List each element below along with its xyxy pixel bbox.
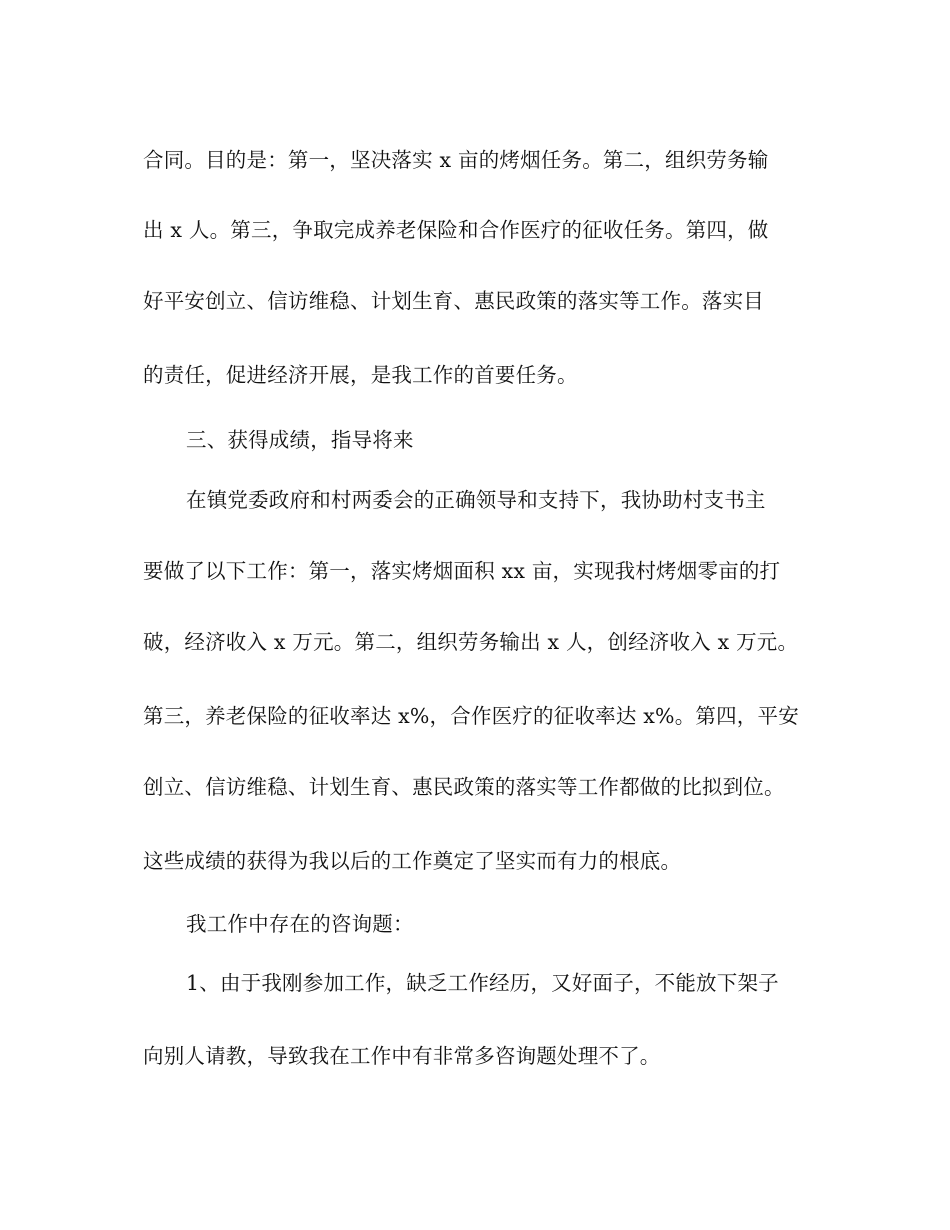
paragraph-line: 这些成绩的获得为我以后的工作奠定了坚实而有力的根底。 <box>143 849 682 873</box>
paragraph-line: 我工作中存在的咨询题： <box>186 912 414 936</box>
paragraph-line: 的责任，促进经济开展，是我工作的首要任务。 <box>143 363 578 387</box>
paragraph-line: 创立、信访维稳、计划生育、惠民政策的落实等工作都做的比拟到位。 <box>143 775 785 799</box>
paragraph-line: 第三，养老保险的征收率达 x%，合作医疗的征收率达 x%。第四，平安 <box>143 704 799 728</box>
paragraph-line: 破，经济收入 x 万元。第二，组织劳务输出 x 人，创经济收入 x 万元。 <box>143 630 799 654</box>
paragraph-line: 好平安创立、信访维稳、计划生育、惠民政策的落实等工作。落实目 <box>143 289 764 313</box>
section-heading: 三、获得成绩，指导将来 <box>186 428 414 452</box>
paragraph-line: 要做了以下工作：第一，落实烤烟面积 xx 亩，实现我村烤烟零亩的打 <box>143 559 781 583</box>
paragraph-line: 合同。目的是：第一，坚决落实 x 亩的烤烟任务。第二，组织劳务输 <box>143 148 769 172</box>
paragraph-line: 在镇党委政府和村两委会的正确领导和支持下，我协助村支书主 <box>186 488 766 512</box>
paragraph-line: 1、由于我刚参加工作，缺乏工作经历，又好面子，不能放下架子 <box>186 971 779 995</box>
paragraph-line: 出 x 人。第三，争取完成养老保险和合作医疗的征收任务。第四，做 <box>143 218 769 242</box>
paragraph-line: 向别人请教，导致我在工作中有非常多咨询题处理不了。 <box>143 1044 661 1068</box>
